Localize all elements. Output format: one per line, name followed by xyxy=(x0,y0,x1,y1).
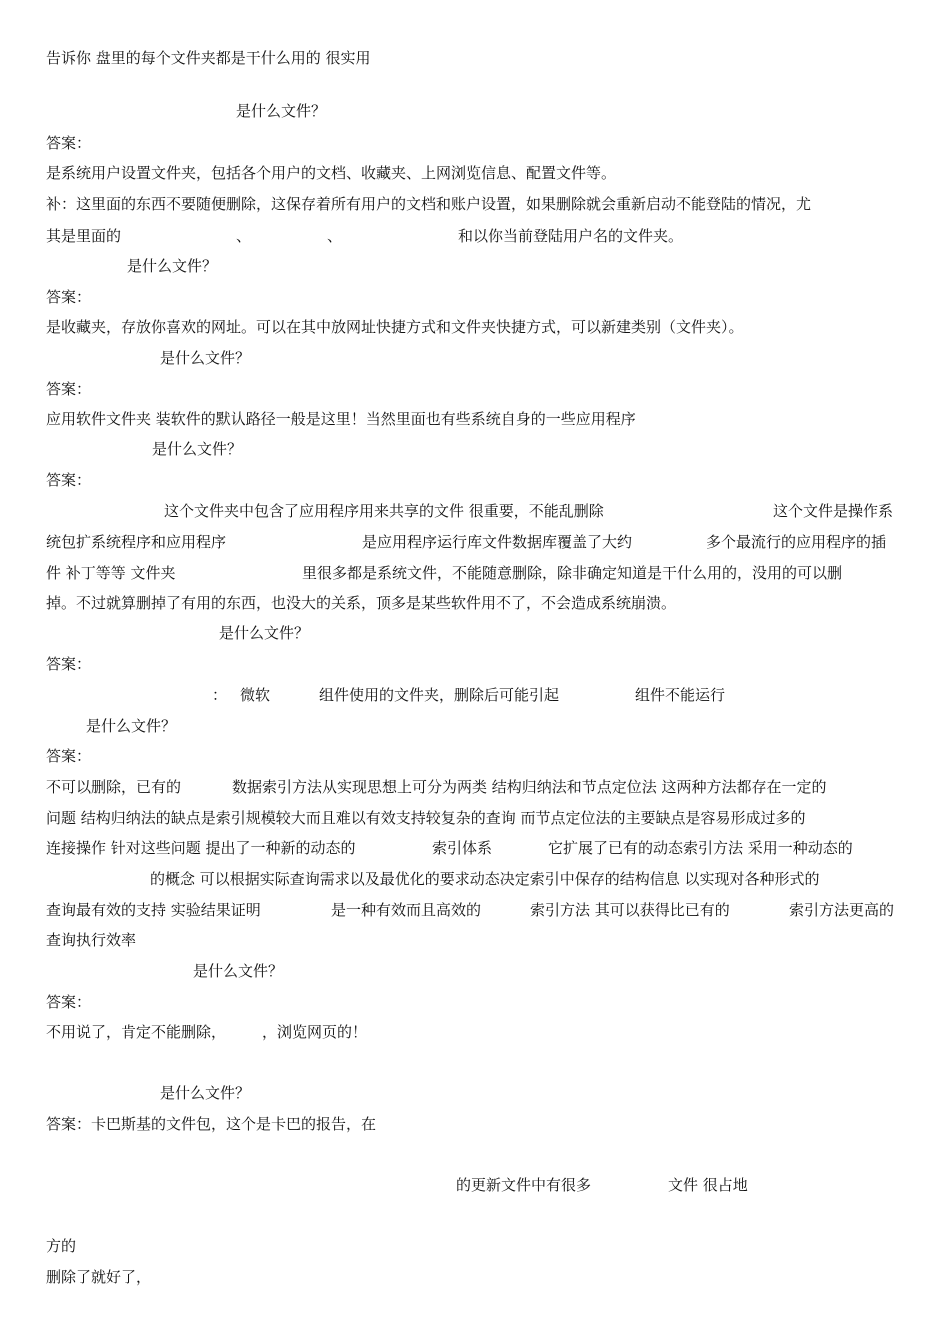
question-heading: 是什么文件？ xyxy=(160,349,251,367)
answer-text: ，浏览网页的！ xyxy=(262,1023,368,1041)
answer-text: 组件使用的文件夹，删除后可能引起 xyxy=(319,686,560,704)
answer-text: 微软 xyxy=(240,686,271,704)
answer-text: 删除了就好了， xyxy=(46,1268,152,1286)
question-heading: 是什么文件？ xyxy=(219,624,310,642)
answer-text: 件 补丁等等 文件夹 xyxy=(46,564,176,582)
question-heading: 是什么文件？ xyxy=(193,962,284,980)
answer-text: 它扩展了已有的动态索引方法 采用一种动态的 xyxy=(548,839,853,857)
answer-label: 答案： xyxy=(46,655,92,673)
answer-text: 掉。不过就算删掉了有用的东西，也没大的关系，顶多是某些软件用不了，不会造成系统崩溃。 xyxy=(46,594,677,612)
answer-text: 索引体系 xyxy=(432,839,493,857)
answer-text: 、 xyxy=(327,227,343,245)
answer-text: 其是里面的 xyxy=(46,227,122,245)
answer-text: 不用说了，肯定不能删除， xyxy=(46,1023,227,1041)
answer-text: 是应用程序运行库文件数据库覆盖了大约 xyxy=(362,533,633,551)
answer-text: 多个最流行的应用程序的插 xyxy=(706,533,887,551)
answer-label: 答案： xyxy=(46,380,92,398)
answer-text: 、 xyxy=(236,227,252,245)
answer-text: 的更新文件中有很多 xyxy=(456,1176,592,1194)
answer-label: 答案： xyxy=(46,747,92,765)
answer-text: 这个文件夹中包含了应用程序用来共享的文件 很重要，不能乱删除 xyxy=(164,502,604,520)
question-heading: 是什么文件？ xyxy=(160,1084,251,1102)
answer-text: 这个文件是操作系 xyxy=(773,502,894,520)
answer-text: 应用软件文件夹 装软件的默认路径一般是这里！当然里面也有些系统自身的一些应用程序 xyxy=(46,410,636,428)
answer-label: 答案： xyxy=(46,134,92,152)
answer-text: 查询最有效的支持 实验结果证明 xyxy=(46,901,261,919)
answer-text: 索引方法 其可以获得比已有的 xyxy=(530,901,730,919)
answer-text: 文件 很占地 xyxy=(668,1176,748,1194)
question-heading: 是什么文件？ xyxy=(152,440,243,458)
question-heading: 是什么文件？ xyxy=(236,102,327,120)
answer-text: 里很多都是系统文件，不能随意删除，除非确定知道是干什么用的，没用的可以删 xyxy=(302,564,843,582)
document-title: 告诉你 盘里的每个文件夹都是干什么用的 很实用 xyxy=(46,49,371,67)
answer-text: 索引方法更高的 xyxy=(789,901,895,919)
answer-text: 是收藏夹，存放你喜欢的网址。可以在其中放网址快捷方式和文件夹快捷方式，可以新建类别（文件夹）。 xyxy=(46,318,744,336)
answer-text: 问题 结构归纳法的缺点是索引规模较大而且难以有效支持较复杂的查询 而节点定位法的主要缺点是容易形成过多的 xyxy=(46,809,806,827)
answer-label: 答案： xyxy=(46,471,92,489)
answer-text: 统包扩系统程序和应用程序 xyxy=(46,533,227,551)
question-heading: 是什么文件？ xyxy=(86,717,177,735)
answer-text: 数据索引方法从实现思想上可分为两类 结构归纳法和节点定位法 这两种方法都存在一定的 xyxy=(232,778,827,796)
answer-text: 补：这里面的东西不要随便删除，这保存着所有用户的文档和账户设置，如果删除就会重新启动不能登陆的情况，尤 xyxy=(46,195,812,213)
answer-text: ： xyxy=(212,686,228,704)
answer-text: 组件不能运行 xyxy=(635,686,726,704)
answer-text: 不可以删除，已有的 xyxy=(46,778,182,796)
answer-text: 答案：卡巴斯基的文件包，这个是卡巴的报告，在 xyxy=(46,1115,377,1133)
answer-label: 答案： xyxy=(46,993,92,1011)
answer-text: 查询执行效率 xyxy=(46,931,137,949)
answer-text: 是系统用户设置文件夹，包括各个用户的文档、收藏夹、上网浏览信息、配置文件等。 xyxy=(46,164,617,182)
answer-text: 是一种有效而且高效的 xyxy=(331,901,482,919)
answer-text: 连接操作 针对这些问题 提出了一种新的动态的 xyxy=(46,839,356,857)
answer-text: 的概念 可以根据实际查询需求以及最优化的要求动态决定索引中保存的结构信息 以实现对各种形式的 xyxy=(150,870,820,888)
question-heading: 是什么文件？ xyxy=(127,257,218,275)
answer-text: 方的 xyxy=(46,1237,77,1255)
answer-label: 答案： xyxy=(46,288,92,306)
answer-text: 和以你当前登陆用户名的文件夹。 xyxy=(458,227,684,245)
